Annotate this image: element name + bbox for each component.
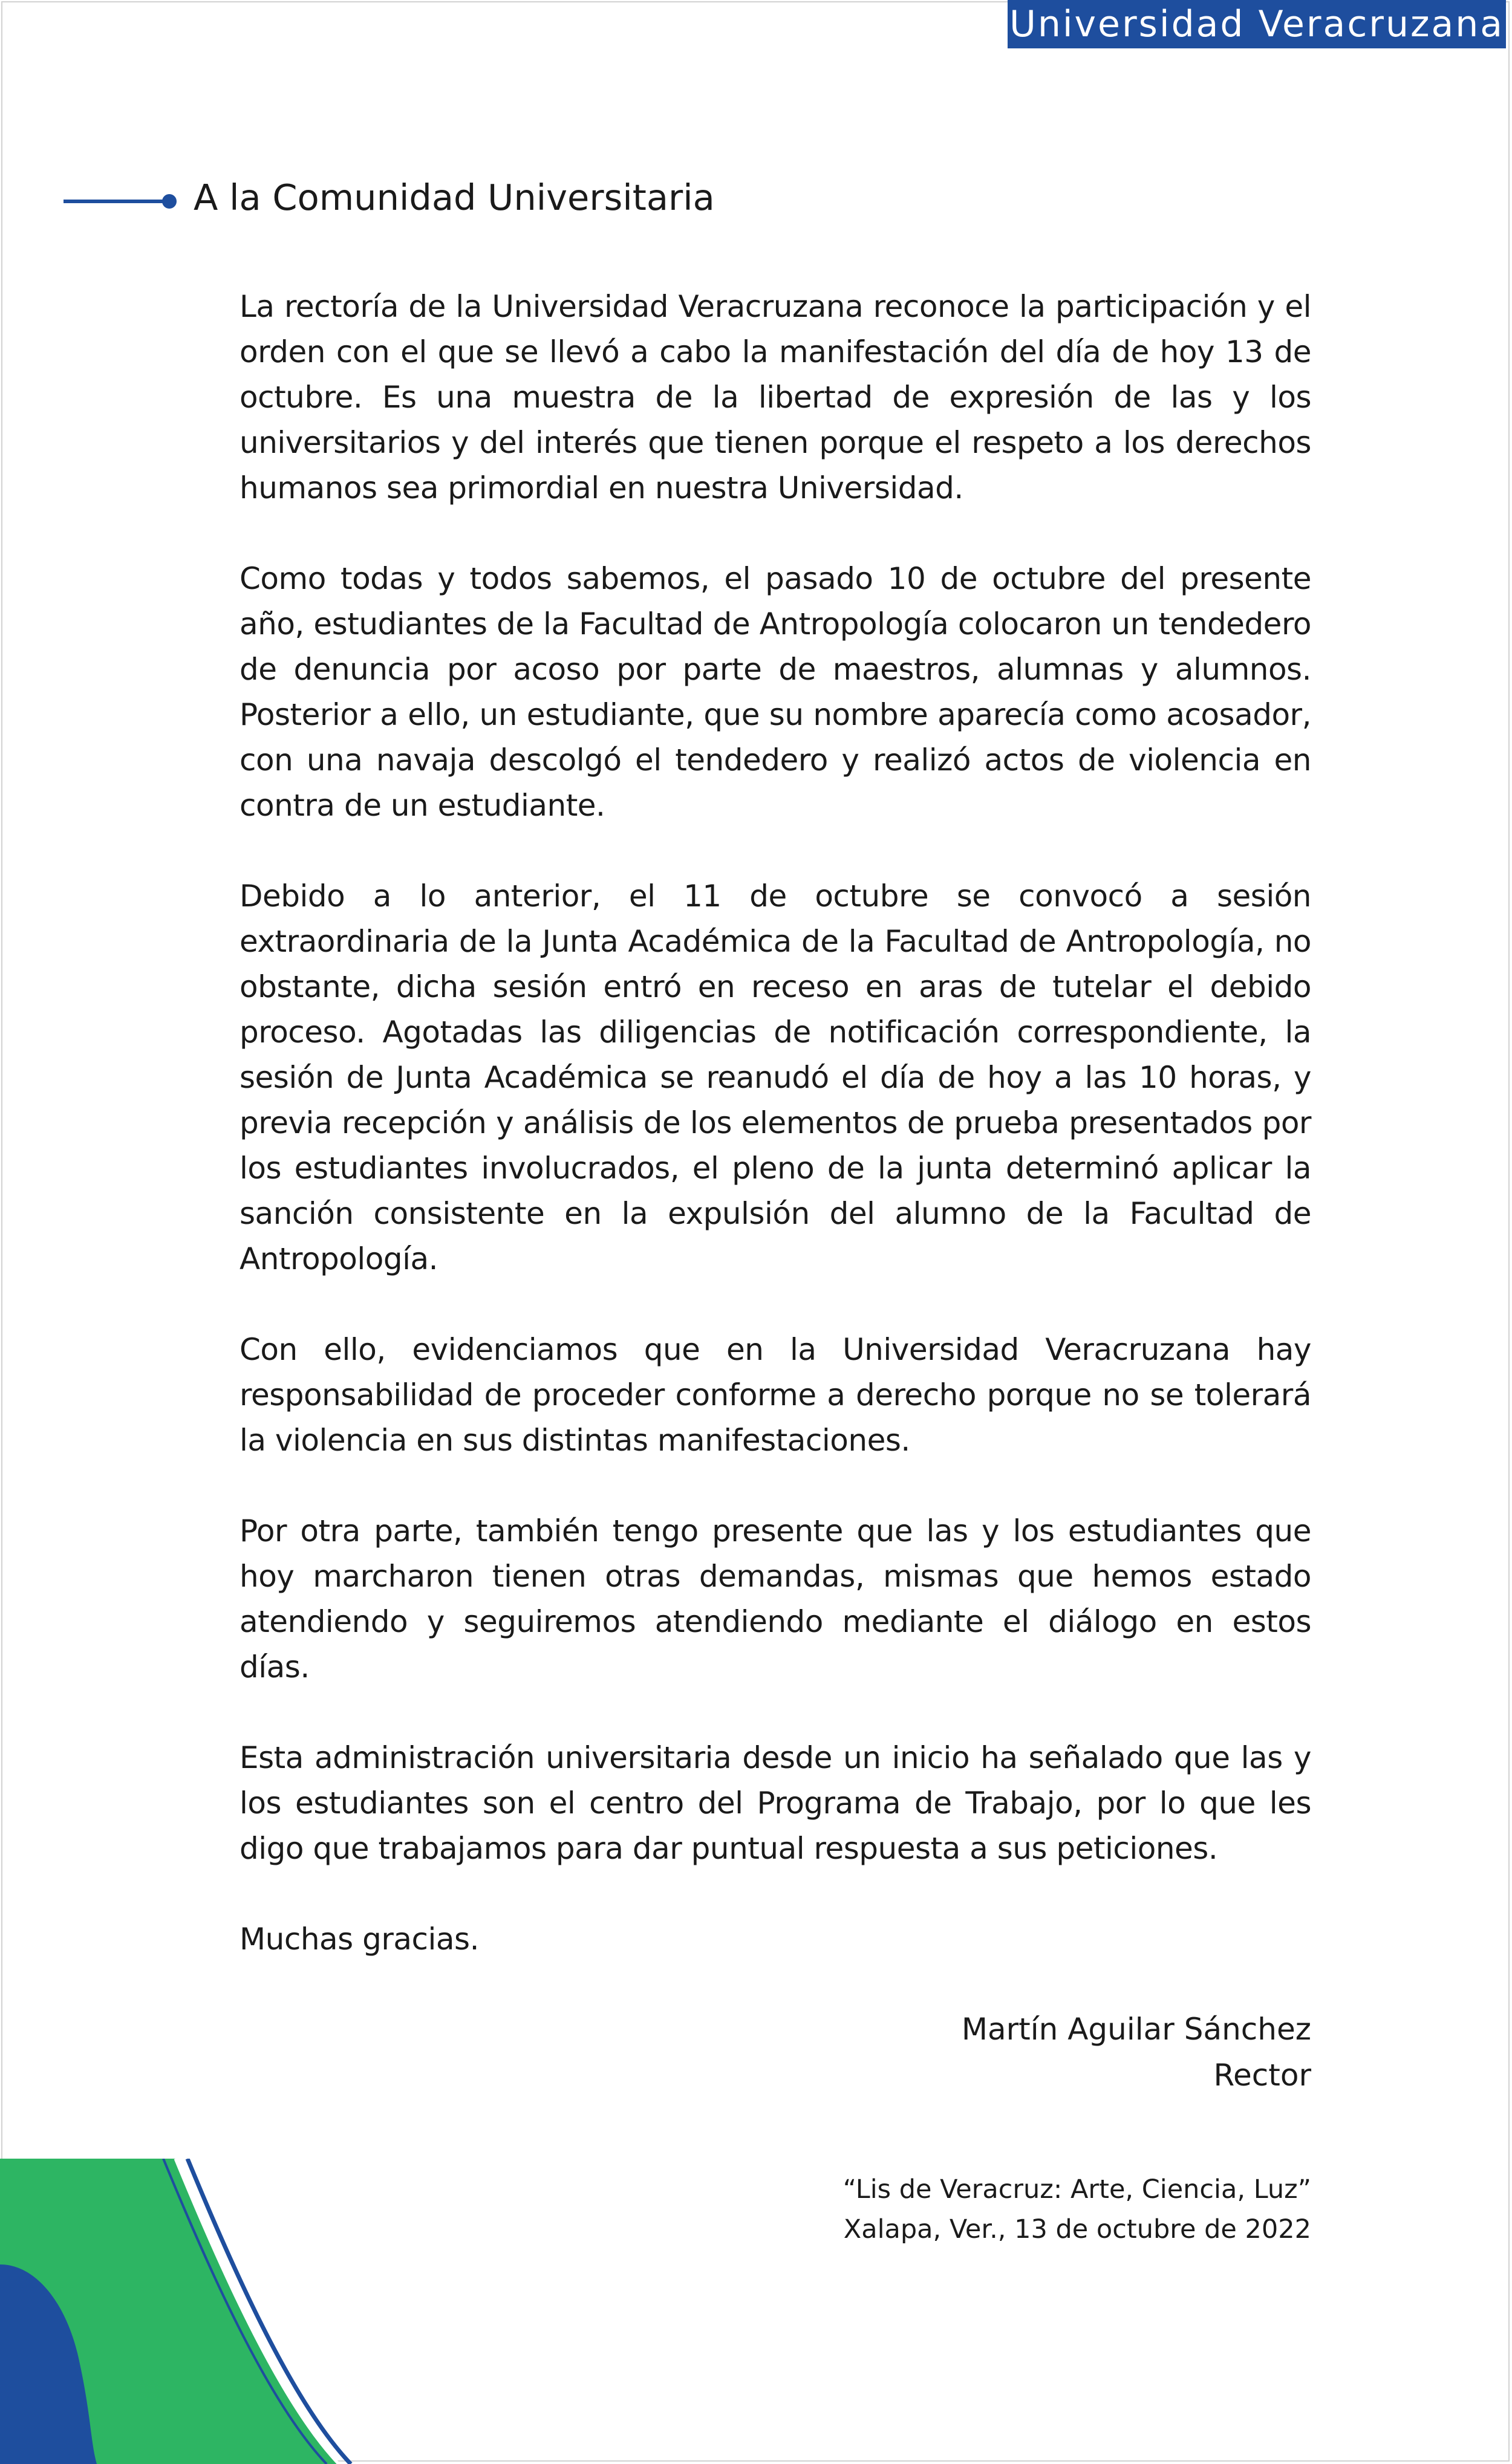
heading-line-decoration [64, 200, 169, 203]
paragraph-4: Con ello, evidenciamos que en la Universidad Veracruzana hay responsabilidad de proceder conforme a derecho porque no se tolerará la violencia en sus distintas manifestaciones. [240, 1332, 1311, 1458]
paragraph-closing-thanks: Muchas gracias. [240, 1922, 479, 1957]
paragraph-1: La rectoría de la Universidad Veracruzana reconoce la participación y el orden con el que se llevó a cabo la manifestación del día de hoy 13 de octubre. Es una muestra de la libertad de expresión de las y los universitarios y del interés que tienen porque el respeto a los derechos humanos sea primordial en nuestra Universidad. [240, 289, 1311, 505]
place-and-date: Xalapa, Ver., 13 de octubre de 2022 [843, 2214, 1311, 2245]
signatory-title: Rector [1213, 2058, 1311, 2093]
paragraph-2: Como todas y todos sabemos, el pasado 10 de octubre del presente año, estudiantes de la Facultad de Antropología colocaron un tendedero de denuncia por acoso por parte de maestros, alumnas y alumnos. Posterior a ello, un estudiante, que su nombre aparecía como acosador, con una navaja descolgó el tendedero y realizó actos de violencia en contra de un estudiante. [240, 561, 1311, 823]
university-name: Universidad Veracruzana [1009, 3, 1505, 45]
corner-wave-decoration [0, 2159, 363, 2464]
university-motto: “Lis de Veracruz: Arte, Ciencia, Luz” [842, 2174, 1311, 2205]
paragraph-5: Por otra parte, también tengo presente que las y los estudiantes que hoy marcharon tienen otras demandas, mismas que hemos estado atendiendo y seguiremos atendiendo mediante el diálogo en estos días. [240, 1513, 1311, 1685]
closing-block [843, 2170, 1311, 2249]
letter-body [240, 284, 1311, 2007]
heading-bullet-icon [162, 194, 177, 209]
paragraph-3: Debido a lo anterior, el 11 de octubre se convocó a sesión extraordinaria de la Junta Académica de la Facultad de Antropología, no obstante, dicha sesión entró en receso en aras de tutelar el debido proceso. Agotadas las diligencias de notificación correspondiente, la sesión de Junta Académica se reanudó el día de hoy a las 10 horas, y previa recepción y análisis de los elementos de prueba presentados por los estudiantes involucrados, el pleno de la junta determinó aplicar la sanción consistente en la expulsión del alumno de la Facultad de Antropología. [240, 879, 1311, 1276]
university-header-banner [1008, 0, 1506, 48]
signatory-name: Martín Aguilar Sánchez [961, 2012, 1311, 2047]
signature-block [962, 2006, 1311, 2098]
paragraph-6: Esta administración universitaria desde un inicio ha señalado que las y los estudiantes son el centro del Programa de Trabajo, por lo que les digo que trabajamos para dar puntual respuesta a sus peticiones. [240, 1740, 1311, 1866]
letter-salutation: A la Comunidad Universitaria [194, 177, 715, 218]
